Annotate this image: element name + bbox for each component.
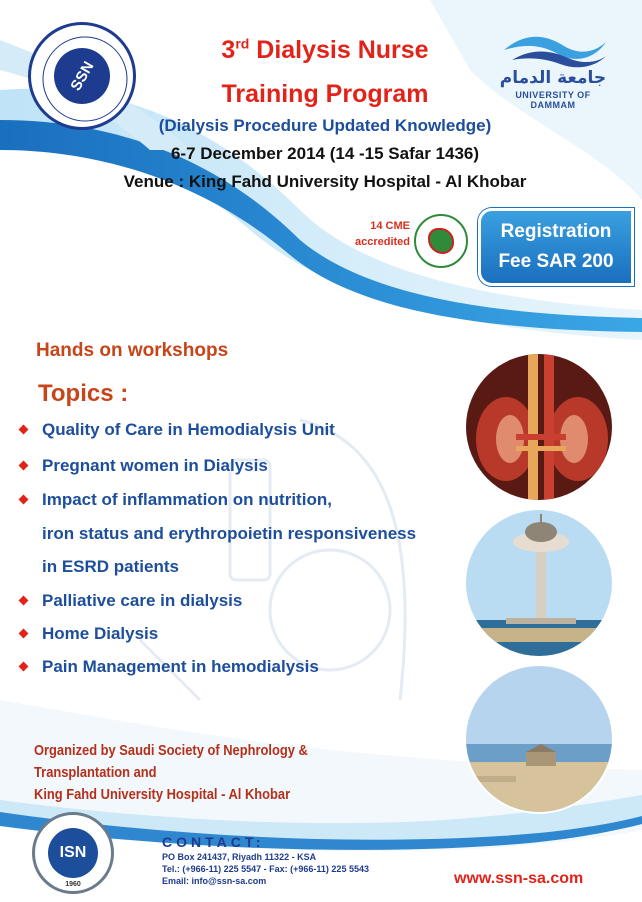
isn-logo-text: ISN xyxy=(48,828,98,878)
beach-illustration-icon xyxy=(466,666,614,814)
topics-heading: Topics : xyxy=(38,380,129,407)
uod-arabic-name: جامعة الدمام xyxy=(499,68,607,88)
topic-text: Pregnant women in Dialysis xyxy=(42,456,268,475)
registration-label: Registration xyxy=(500,221,612,242)
saudi-map-icon xyxy=(428,228,454,254)
cme-accredited-label: accredited xyxy=(354,236,410,248)
topic-text: Pain Management in hemodialysis xyxy=(42,657,319,676)
kidney-illustration-icon xyxy=(466,354,614,502)
title-line-1-rest: Dialysis Nurse xyxy=(249,36,429,64)
contact-email[interactable]: Email: info@ssn-sa.com xyxy=(162,876,267,886)
topic-text-continuation: iron status and erythropoietin responsiveness xyxy=(42,524,417,543)
topic-text: Quality of Care in Hemodialysis Unit xyxy=(42,420,335,439)
isn-founding-year: 1960 xyxy=(65,881,81,888)
topic-text: Home Dialysis xyxy=(42,624,159,643)
website-link[interactable]: www.ssn-sa.com xyxy=(454,870,584,887)
title-line-1 xyxy=(160,36,490,65)
organizer-text xyxy=(34,740,395,806)
corniche-beach-photo xyxy=(464,664,614,814)
university-of-dammam-logo xyxy=(494,28,612,108)
registration-fee: Fee SAR 200 xyxy=(498,251,614,272)
event-venue: Venue : King Fahd University Hospital - Al Khobar xyxy=(123,172,527,191)
workshops-heading: Hands on workshops xyxy=(36,340,229,361)
subtitle: (Dialysis Procedure Updated Knowledge) xyxy=(158,116,492,135)
ssn-logo-text: SSN xyxy=(44,38,120,114)
ssn-logo xyxy=(28,22,136,130)
cme-hours: 14 CME xyxy=(370,220,410,232)
title-line-2: Training Program xyxy=(221,80,429,108)
wave-emblem-icon xyxy=(494,28,612,68)
title-ordinal-suffix: rd xyxy=(235,35,250,52)
contact-heading: CONTACT: xyxy=(162,834,265,850)
cme-accreditation xyxy=(340,218,410,250)
registration-fee-box xyxy=(478,208,634,286)
uod-english-name: UNIVERSITY OF DAMMAM xyxy=(515,90,591,110)
topic-text: Palliative care in dialysis xyxy=(42,591,243,610)
kidney-anatomy-photo xyxy=(464,352,614,502)
isn-logo xyxy=(32,812,114,894)
khobar-water-tower-photo xyxy=(464,508,614,658)
topic-text-continuation: in ESRD patients xyxy=(42,557,179,576)
scfhs-seal-icon xyxy=(414,214,468,268)
water-tower-illustration-icon xyxy=(466,510,614,658)
title-ordinal: 3 xyxy=(221,36,236,64)
organizer-line-1: Organized by Saudi Society of Nephrology & Transplantation and xyxy=(34,742,308,781)
topic-text: Impact of inflammation on nutrition, xyxy=(42,490,332,509)
contact-address: PO Box 241437, Riyadh 11322 - KSA xyxy=(162,852,317,862)
event-dates: 6-7 December 2014 (14 -15 Safar 1436) xyxy=(170,144,480,163)
contact-phone: Tel.: (+966-11) 225 5547 - Fax: (+966-11) 225 5543 xyxy=(162,864,369,874)
organizer-line-2: King Fahd University Hospital - Al Khobar xyxy=(34,786,291,803)
